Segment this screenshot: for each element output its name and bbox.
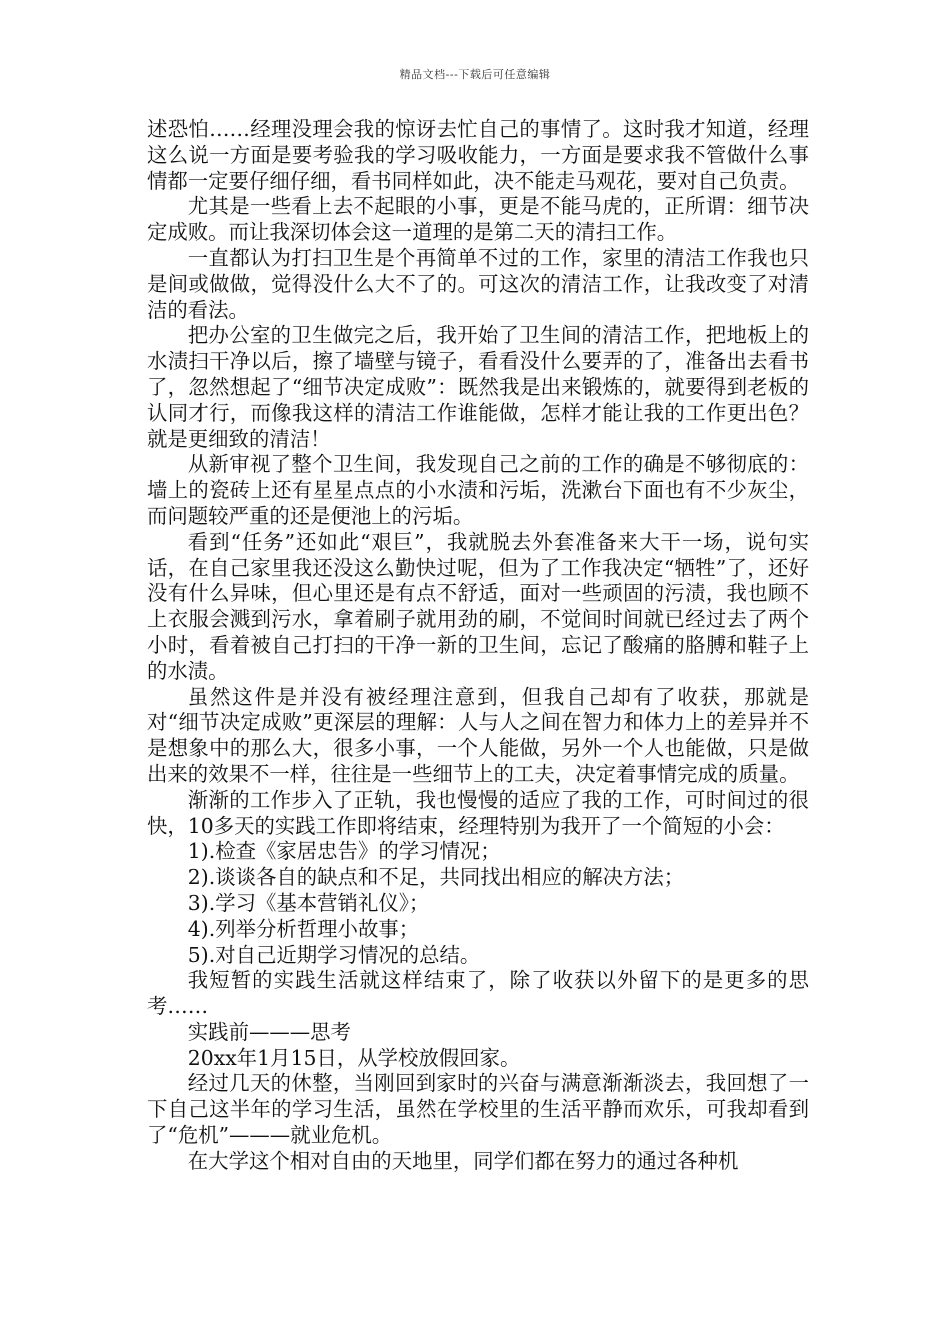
paragraph: 渐渐的工作步入了正轨，我也慢慢的适应了我的工作，可时间过的很快，10多天的实践工作即将结束，经理特别为我开了一个简短的小会： [147, 787, 809, 838]
paragraph: 在大学这个相对自由的天地里，同学们都在努力的通过各种机 [187, 1148, 739, 1173]
paragraph: 尤其是一些看上去不起眼的小事，更是不能马虎的，正所谓：细节决定成败。而让我深切体会这一道理的是第二天的清扫工作。 [147, 194, 809, 245]
page-header: 精品文档---下载后可任意编辑 [399, 68, 551, 81]
section-heading: 实践前———思考 [187, 1019, 351, 1044]
paragraph: 经过几天的休整，当刚回到家时的兴奋与满意渐渐淡去，我回想了一下自己这半年的学习生活，虽然在学校里的生活平静而欢乐，可我却看到了“危机”———就业危机。 [147, 1071, 809, 1148]
paragraph: 述恐怕……经理没理会我的惊讶去忙自己的事情了。这时我才知道，经理这么说一方面是要考验我的学习吸收能力，一方面是要求我不管做什么事情都一定要仔细仔细，看书同样如此，决不能走马观花，要对自己负责。 [147, 117, 809, 193]
paragraph: 我短暂的实践生活就这样结束了，除了收获以外留下的是更多的思考…… [147, 968, 809, 1019]
document-body [147, 117, 809, 1175]
list-item: 3).学习《基本营销礼仪》； [187, 890, 430, 915]
paragraph: 从新审视了整个卫生间，我发现自己之前的工作的确是不够彻底的：墙上的瓷砖上还有星星点点的小水渍和污垢，洗漱台下面也有不少灰尘，而问题较严重的还是便池上的污垢。 [147, 452, 809, 528]
paragraph: 一直都认为打扫卫生是个再简单不过的工作，家里的清洁工作我也只是间或做做，觉得没什么大不了的。可这次的清洁工作，让我改变了对清洁的看法。 [147, 245, 809, 322]
list-item: 2).谈谈各自的缺点和不足，共同找出相应的解决方法； [187, 865, 685, 890]
paragraph: 看到“任务”还如此“艰巨”，我就脱去外套准备来大干一场，说句实话，在自己家里我还没这么勤快过呢，但为了工作我决定“牺牲”了，还好没有什么异味，但心里还是有点不舒适，面对一些顽固的污渍，我也顾不上衣服会溅到污水，拿着刷子就用劲的刷，不觉间时间就已经过去了两个小时，看着被自己打扫的干净一新的卫生间，忘记了酸痛的胳膊和鞋子上的水渍。 [147, 529, 809, 683]
list-item: 4).列举分析哲理小故事； [187, 916, 420, 941]
date-line: 20xx年1月15日，从学校放假回家。 [187, 1045, 521, 1070]
list-item: 5).对自己近期学习情况的总结。 [187, 942, 481, 967]
list-item: 1).检查《家居忠告》的学习情况； [187, 839, 501, 864]
paragraph: 把办公室的卫生做完之后，我开始了卫生间的清洁工作，把地板上的水渍扫干净以后，擦了墙壁与镜子，看看没什么要弄的了，准备出去看书了，忽然想起了“细节决定成败”：既然我是出来锻炼的，就要得到老板的认同才行，而像我这样的清洁工作谁能做，怎样才能让我的工作更出色？就是更细致的清洁！ [147, 323, 809, 451]
paragraph: 虽然这件是并没有被经理注意到，但我自己却有了收获，那就是对“细节决定成败”更深层的理解：人与人之间在智力和体力上的差异并不是想象中的那么大，很多小事，一个人能做，另外一个人也能做，只是做出来的效果不一样，往往是一些细节上的工夫，决定着事情完成的质量。 [147, 684, 809, 786]
